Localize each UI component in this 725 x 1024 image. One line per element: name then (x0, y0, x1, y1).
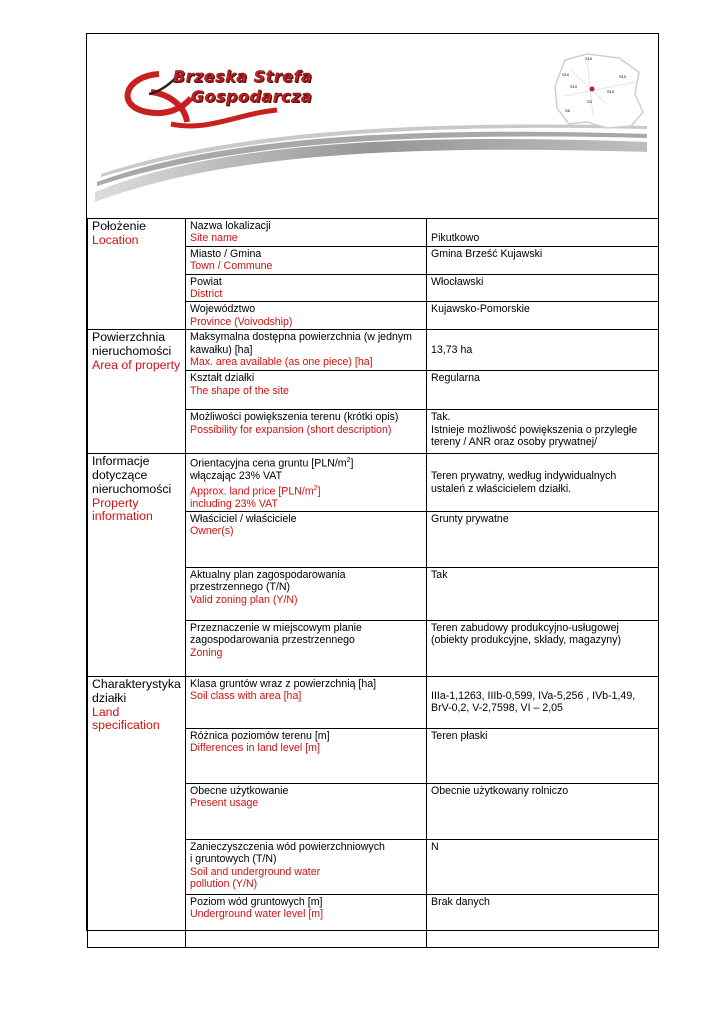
table-row (88, 330, 659, 371)
section-location: Położenie Location (88, 219, 186, 330)
owner-value: Grunty prywatne (427, 511, 659, 567)
map-road-code: S3 (587, 99, 592, 104)
levels-label: Różnica poziomów terenu [m] Differences in land level [m] (186, 728, 427, 783)
map-road-code: S6 (565, 108, 570, 113)
letterhead (87, 34, 658, 220)
zoning-plan-label: Aktualny plan zagospodarowania przestrzennego (T/N) Valid zoning plan (Y/N) (186, 567, 427, 620)
site-name-label: Nazwa lokalizacji Site name (186, 219, 427, 247)
table-row (88, 676, 659, 728)
price-label: Orientacyjna cena gruntu $[PLN/m^2]$ włączając 23% VAT Approx. land price $[PLN/m^2]$ including 23% VAT (186, 454, 427, 512)
map-road-code: S10 (562, 72, 570, 77)
site-name-value: Pikutkowo (427, 219, 659, 247)
table-row (88, 454, 659, 512)
usage-value: Obecnie użytkowany rolniczo (427, 783, 659, 839)
town-value: Gmina Brześć Kujawski (427, 246, 659, 274)
province-label: Województwo Province (Voivodship) (186, 302, 427, 330)
poland-map-icon (555, 54, 643, 128)
section-property: Informacje dotyczące nieruchomości Property information (88, 454, 186, 677)
map-road-code: S10 (585, 56, 593, 61)
district-label: Powiat District (186, 274, 427, 302)
swoosh-band (95, 139, 647, 202)
district-value: Włocławski (427, 274, 659, 302)
province-value: Kujawsko-Pomorskie (427, 302, 659, 330)
groundwater-value: Brak danych (427, 894, 659, 947)
property-table (87, 218, 659, 948)
max-area-value: 13,73 ha (427, 330, 659, 371)
soil-label: Klasa gruntów wraz z powierzchnią [ha] Soil class with area [ha] (186, 676, 427, 728)
expansion-label: Możliwości powiększenia terenu (krótki opis) Possibility for expansion (short description) (186, 410, 427, 454)
max-area-label: Maksymalna dostępna powierzchnia (w jednym kawałku) [ha] Max. area available (as one piece) [ha] (186, 330, 427, 371)
shape-value: Regularna (427, 371, 659, 410)
map-road-code: S10 (619, 74, 627, 79)
usage-label: Obecne użytkowanie Present usage (186, 783, 427, 839)
zoning-value: Teren zabudowy produkcyjno-usługowej (obiekty produkcyjne, składy, magazyny) (427, 620, 659, 676)
section-land: Charakterystyka działki Land specification (88, 676, 186, 947)
section-area: Powierzchnia nieruchomości Area of property (88, 330, 186, 454)
soil-value: IIIa-1,1263, IIIb-0,599, IVa-5,256 , IVb-1,49, BrV-0,2, V-2,7598, VI – 2,05 (427, 676, 659, 728)
zoning-plan-value: Tak (427, 567, 659, 620)
table-row (88, 219, 659, 247)
zoning-label: Przeznaczenie w miejscowym planie zagospodarowania przestrzennego Zoning (186, 620, 427, 676)
shape-label: Kształt działki The shape of the site (186, 371, 427, 410)
expansion-value: Tak. Istnieje możliwość powiększenia o przyległe tereny / ANR oraz osoby prywatnej/ (427, 410, 659, 454)
document-frame (86, 33, 659, 931)
map-road-code: S10 (570, 84, 578, 89)
pollution-value: N (427, 839, 659, 894)
levels-value: Teren płaski (427, 728, 659, 783)
map-road-code: S10 (607, 89, 615, 94)
town-label: Miasto / Gmina Town / Commune (186, 246, 427, 274)
price-value: Teren prywatny, według indywidualnych ustaleń z właścicielem działki. (427, 454, 659, 512)
pollution-label: Zanieczyszczenia wód powierzchniowych i gruntowych (T/N) Soil and underground water pollution (Y/N) (186, 839, 427, 894)
letterhead-graphic (87, 34, 658, 220)
groundwater-label: Poziom wód gruntowych [m] Underground water level [m] (186, 894, 427, 947)
brand-name-line1: Brzeska Strefa (173, 67, 313, 86)
owner-label: Właściciel / właściciele Owner(s) (186, 511, 427, 567)
brand-name-line2: Gospodarcza (191, 87, 313, 106)
